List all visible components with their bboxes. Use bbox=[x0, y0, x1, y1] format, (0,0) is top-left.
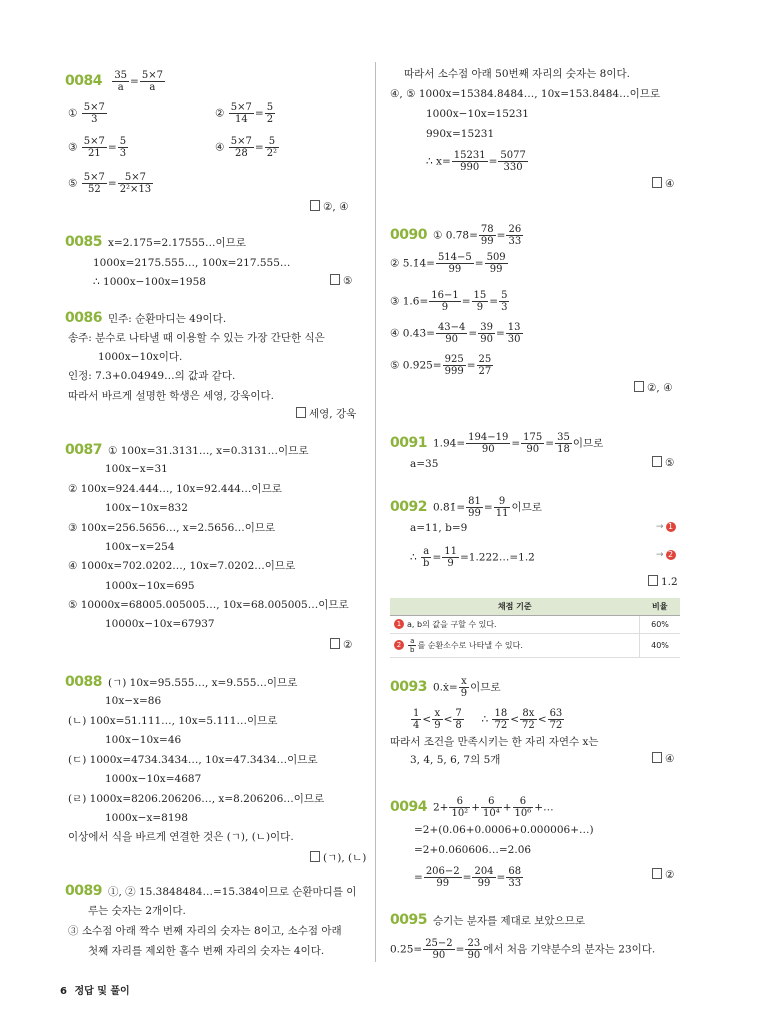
problem-0094-header: 0094 2+ $\frac{6}{\text{10²}}$ + $\frac{6}{\text{10⁴}}$ + $\frac{6}{\text{10⁶}}$ +… bbox=[390, 796, 554, 819]
problem-0088-line: 이상에서 식을 바르게 연결한 것은 (ㄱ), (ㄴ)이다. bbox=[68, 831, 294, 843]
problem-0089-line: 따라서 소수점 아래 50번째 자리의 숫자는 8이다. bbox=[404, 68, 630, 80]
problem-0093-line: 따라서 조건을 만족시키는 한 자리 자연수 x는 bbox=[390, 736, 599, 748]
answer-0088: (ㄱ), (ㄴ) bbox=[310, 850, 366, 865]
problem-0092-line: a=11, b=9 bbox=[410, 522, 468, 534]
problem-0090-header: 0090 ① 0.7̇8̇= $\frac{78}{99}$ = $\frac{26}{33}$ bbox=[390, 224, 522, 247]
problem-0086-header: 0086 민주: 순환마디는 49이다. bbox=[65, 310, 227, 326]
problem-0087-line: ② 100x=924.444…, 10x=92.444…이므로 bbox=[68, 483, 282, 495]
answer-0093: ④ bbox=[652, 752, 674, 765]
problem-0088-line: (ㄹ) 1000x=8206.206206…, x=8.206206…이므로 bbox=[68, 793, 325, 805]
problem-0087-header: 0087 ① 100x=31.3131…, x=0.3131…이므로 bbox=[65, 442, 309, 458]
problem-0084-header: 0084 $\frac{35}{a}$ = $\frac{5\times 7}{a}$ bbox=[65, 70, 163, 93]
option-4: ④ $\frac{5\times 7}{28}$ = $\frac{5}{\text{2²}}$ bbox=[215, 136, 278, 159]
problem-0087-line: 100x−10x=832 bbox=[105, 502, 188, 514]
problem-0090-line: ④ 0.43̇= $\frac{43-4}{90}$ = $\frac{39}{90}$ = $\frac{13}{30}$ bbox=[390, 322, 521, 345]
answer-0085: ⑤ bbox=[330, 274, 352, 287]
problem-0089-line: 1000x−10x=15231 bbox=[426, 108, 529, 120]
option-5: ⑤ $\frac{5\times 7}{52}$ = $\frac{5\times 7}{\text{2²×13}}$ bbox=[68, 172, 152, 195]
scoring-table-header: 채점 기준 bbox=[390, 598, 640, 616]
page-number: 6 bbox=[60, 986, 67, 997]
problem-0087-line: ④ 1000x=702.0202…, 10x=7.0202…이므로 bbox=[68, 560, 296, 572]
footer-title: 정답 및 풀이 bbox=[74, 986, 130, 997]
problem-0093-header: 0093 0.ẋ= $\frac{x}{9}$ 이므로 bbox=[390, 676, 501, 699]
problem-0089-line: ∴ x= $\frac{15231}{990}$ = $\frac{5077}{330}$ bbox=[426, 150, 526, 173]
problem-0093-line: 3, 4, 5, 6, 7의 5개 bbox=[410, 754, 501, 766]
problem-0094-line: =2+(0.06+0.0006+0.000006+…) bbox=[414, 824, 594, 836]
problem-0092-line: ∴ $\frac{a}{b}$ = $\frac{11}{9}$ =1.222…=1.2̇ bbox=[410, 546, 535, 569]
answer-0094: ② bbox=[652, 868, 674, 881]
problem-0094-line: = $\frac{206-2}{99}$ = $\frac{204}{99}$ = $\frac{68}{33}$ bbox=[414, 866, 522, 889]
problem-0085-header: 0085 x=2.175̇=2.17555…이므로 bbox=[65, 234, 246, 250]
scoring-table-header: 비율 bbox=[640, 598, 681, 616]
option-1: ① $\frac{5\times 7}{3}$ bbox=[68, 102, 105, 125]
answer-0087: ② bbox=[330, 638, 352, 651]
page-footer bbox=[60, 982, 130, 997]
answer-0084: ②, ④ bbox=[310, 200, 349, 213]
problem-0088-line: 10x−x=86 bbox=[105, 695, 162, 707]
answer-0090: ②, ④ bbox=[634, 381, 673, 394]
problem-0090-line: ⑤ 0.9̇25̇= $\frac{925}{999}$ = $\frac{25}{27}$ bbox=[390, 354, 492, 377]
problem-0093-line: $\frac{1}{4}$ < $\frac{x}{9}$ < $\frac{7}{8}$ ∴ $\frac{18}{72}$ < $\frac{8x}{72}$ < $\frac{63}{72}$ bbox=[413, 708, 563, 731]
scoring-marker-2: → 2 bbox=[656, 550, 676, 560]
problem-0087-line: 1000x−10x=695 bbox=[105, 580, 195, 592]
problem-0089-header: 0089 ①, ② 15.3848484…=15.38̇4̇이므로 순환마디를 이 bbox=[65, 883, 357, 899]
problem-0089-line: ③ 소수점 아래 짝수 번째 자리의 숫자는 8이고, 소수점 아래 bbox=[68, 925, 342, 937]
problem-0085-line: ∴ 1000x−100x=1958 bbox=[93, 276, 206, 288]
problem-0088-line: 100x−10x=46 bbox=[105, 734, 182, 746]
problem-0088-line: 1000x−10x=4687 bbox=[105, 773, 202, 785]
problem-0088-header: 0088 (ㄱ) 10x=95.555…, x=9.555…이므로 bbox=[65, 674, 298, 690]
option-3: ③ $\frac{5\times 7}{21}$ = $\frac{5}{3}$ bbox=[68, 136, 127, 159]
problem-0090-line: ③ 1.6̇= $\frac{16-1}{9}$ = $\frac{15}{9}$ = $\frac{5}{3}$ bbox=[390, 290, 508, 313]
problem-0095-line: 0.25̇= $\frac{25-2}{90}$ = $\frac{23}{90}$ 에서 처음 기약분수의 분자는 23이다. bbox=[390, 938, 656, 961]
problem-0091-line: a=35 bbox=[410, 458, 439, 470]
problem-0089-line: 루는 숫자는 2개이다. bbox=[88, 905, 186, 917]
problem-0095-header: 0095 승기는 분자를 제대로 보았으므로 bbox=[390, 912, 585, 928]
option-2: ② $\frac{5\times 7}{14}$ = $\frac{5}{2}$ bbox=[215, 102, 274, 125]
problem-0087-line: 10000x−10x=67937 bbox=[105, 618, 215, 630]
scoring-table bbox=[390, 598, 680, 658]
problem-0091-header: 0091 1.94̇= $\frac{194-19}{90}$ = $\frac{175}{90}$ = $\frac{35}{18}$ 이므로 bbox=[390, 432, 604, 455]
problem-number: 0084 bbox=[65, 72, 102, 89]
table-row: 2 $\frac{a}{b}$ 를 순환소수로 나타낼 수 있다. 40% bbox=[390, 634, 680, 658]
problem-0086-line: 인정: 7.3+0.04949…의 값과 같다. bbox=[68, 370, 236, 382]
problem-0086-line: 따라서 바르게 설명한 학생은 세영, 강욱이다. bbox=[68, 390, 274, 402]
problem-0092-header: 0092 0.8̇1̇= $\frac{81}{99}$ = $\frac{9}{11}$ 이므로 bbox=[390, 496, 542, 519]
problem-0086-line: 1000x−10x이다. bbox=[98, 351, 183, 363]
answer-0089: ④ bbox=[652, 177, 674, 190]
problem-0088-line: (ㄴ) 100x=51.111…, 10x=5.111…이므로 bbox=[68, 715, 278, 727]
column-divider bbox=[375, 62, 376, 962]
problem-0087-line: ⑤ 10000x=68005.005005…, 10x=68.005005…이므로 bbox=[68, 599, 349, 611]
problem-0089-line: 첫째 자리를 제외한 홀수 번째 자리의 숫자는 4이다. bbox=[88, 945, 325, 957]
scoring-marker-1: → 1 bbox=[656, 522, 676, 532]
problem-0087-line: 100x−x=31 bbox=[105, 463, 168, 475]
answer-0091: ⑤ bbox=[652, 456, 674, 469]
problem-0094-line: =2+0.060606…=2.0̇6̇ bbox=[414, 844, 532, 856]
answer-0086: 세영, 강욱 bbox=[296, 406, 356, 421]
problem-0086-line: 송주: 분수로 나타낼 때 이용할 수 있는 가장 간단한 식은 bbox=[68, 332, 325, 344]
problem-0089-line: ④, ⑤ 1000x=15384.8484…, 10x=153.8484…이므로 bbox=[390, 88, 661, 100]
problem-0087-line: 100x−x=254 bbox=[105, 541, 175, 553]
problem-0088-line: 1000x−x=8198 bbox=[105, 812, 188, 824]
table-row: 1 a, b의 값을 구할 수 있다. 60% bbox=[390, 616, 680, 634]
problem-0085-line: 1000x=2175.555…, 100x=217.555… bbox=[93, 257, 291, 269]
problem-0088-line: (ㄷ) 1000x=4734.3434…, 10x=47.3434…이므로 bbox=[68, 754, 318, 766]
problem-0089-line: 990x=15231 bbox=[426, 128, 495, 140]
problem-0087-line: ③ 100x=256.5656…, x=2.5656…이므로 bbox=[68, 522, 276, 534]
answer-0092: 1.2̇ bbox=[648, 575, 678, 588]
problem-0090-line: ② 5.1̇4̇= $\frac{514-5}{99}$ = $\frac{509}{99}$ bbox=[390, 252, 506, 275]
